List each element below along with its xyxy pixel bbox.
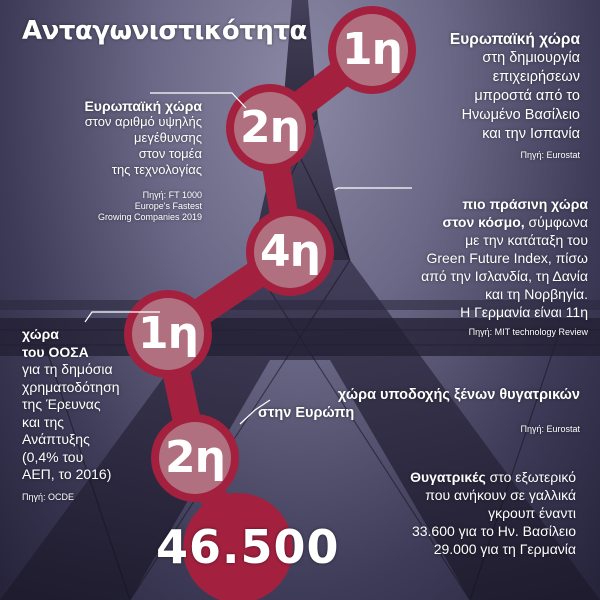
block-line: Ηνωμένο Βασίλειο xyxy=(461,107,580,123)
rank-block-business-creation xyxy=(340,30,580,161)
rank-block-oecd-research xyxy=(22,326,162,503)
block-line: και την Ισπανία xyxy=(482,126,580,142)
source-note: Πηγή: MIT technology Review xyxy=(468,327,588,337)
block-subsidiaries-abroad xyxy=(308,468,576,558)
block-line: επιχειρήσεων xyxy=(492,69,580,85)
block-line: γκρουπ έναντι xyxy=(488,505,576,521)
source-note: Europe's Fastest xyxy=(134,201,202,211)
source-note: Growing Companies 2019 xyxy=(97,212,202,222)
block-line: μπροστά από το xyxy=(474,88,580,104)
block-lead: στον κόσμο, xyxy=(442,214,525,230)
block-line: 29.000 για τη Γερμανία xyxy=(433,541,576,557)
block-line: της Έρευνας xyxy=(22,396,101,412)
source-note: Πηγή: Eurostat xyxy=(520,150,580,160)
block-lead: στην Ευρώπη xyxy=(258,405,355,421)
block-line: στη δημιουργία xyxy=(482,50,580,66)
block-line: Ανάπτυξης xyxy=(22,431,90,447)
block-lead: Θυγατρικές xyxy=(410,469,486,485)
rank-block-foreign-subsidiaries xyxy=(240,386,580,435)
rank-label: 1η xyxy=(342,24,402,75)
rank-label: 4η xyxy=(260,226,320,277)
block-line: 33.600 για το Ην. Βασίλειο xyxy=(411,523,576,539)
block-line: που ανήκουν σε γαλλικά xyxy=(425,487,576,503)
block-lead: Ευρωπαϊκή χώρα xyxy=(449,31,580,48)
block-line: (0,4% του xyxy=(22,448,84,465)
block-lead: χώρα υποδοχής ξένων θυγατρικών xyxy=(337,387,580,403)
block-line: στο εξωτερικό xyxy=(485,469,576,485)
block-lead: χώρα xyxy=(22,326,59,342)
block-line: Green Future Index, πίσω xyxy=(426,250,588,266)
big-number: 46.500 xyxy=(156,520,340,574)
block-line: και της xyxy=(22,413,64,430)
rank-label: 2η xyxy=(165,432,225,483)
block-line: σύμφωνα xyxy=(524,214,588,230)
block-line: της τεχνολογίας xyxy=(111,162,202,177)
page-title: Ανταγωνιστικότητα xyxy=(22,16,307,46)
block-line: ΑΕΠ, το 2016) xyxy=(22,466,112,482)
block-line: και τη Νορβηγία. xyxy=(485,286,588,302)
rank-label: 2η xyxy=(240,102,300,153)
block-line: στον αριθμό υψηλής xyxy=(84,114,202,129)
rank-block-green-country xyxy=(340,195,588,338)
block-lead: πιο πράσινη χώρα xyxy=(462,196,588,212)
source-note: Πηγή: Eurostat xyxy=(520,424,580,434)
block-line: από την Ισλανδία, τη Δανία xyxy=(421,268,588,284)
block-line: Η Γερμανία είναι 11η xyxy=(460,304,588,320)
block-line: για τη δημόσια xyxy=(22,361,113,377)
block-line: στον τομέα xyxy=(138,146,202,161)
block-lead: Ευρωπαϊκή χώρα xyxy=(84,98,202,114)
block-line: με την κατάταξη του xyxy=(465,232,588,248)
source-note: Πηγή: FT 1000 xyxy=(142,190,202,200)
block-line: μεγέθυνσης xyxy=(134,130,202,145)
rank-block-tech-growth xyxy=(20,98,202,223)
block-line: χρηματοδότηση xyxy=(22,378,120,395)
block-lead: του ΟΟΣΑ xyxy=(22,343,89,360)
source-note: Πηγή: OCDE xyxy=(22,491,75,502)
rank-label: 1η xyxy=(138,308,198,359)
